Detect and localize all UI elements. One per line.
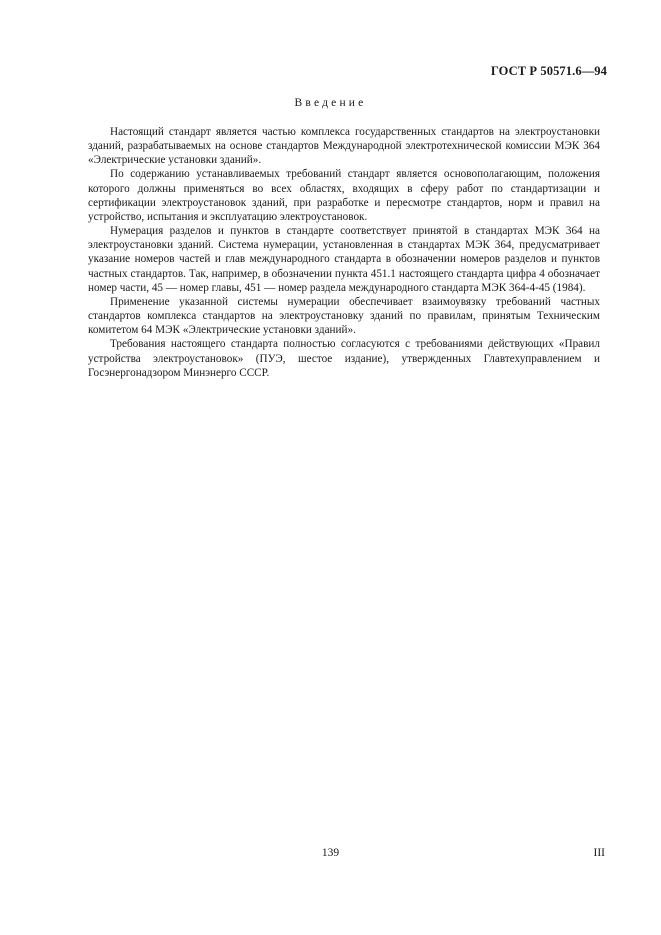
roman-page-number: III — [593, 847, 605, 859]
paragraph: Требования настоящего стандарта полностью согласуются с требованиями действующих «Правил устройства электроустановок» (ПУЭ, шестое издание), утвержденных Главтехуправлением и Госэнергонадзором Минэнерго СССР. — [88, 338, 600, 379]
paragraph: По содержанию устанавливаемых требований стандарт является основополагающим, положения которого должны применяться во всех областях, входящих в сферу работ по стандартизации и сертификации электроустановок зданий, при разработке и пересмотре стандартов, норм и правил на устройство, испытания и эксплуатацию электроустановок. — [88, 168, 600, 223]
document-code: ГОСТ Р 50571.6—94 — [490, 64, 607, 78]
page-number: 139 — [321, 847, 340, 859]
section-title: Введение — [294, 97, 367, 109]
paragraph: Применение указанной системы нумерации обеспечивает взаимоувязку требований частных стандартов комплекса стандартов на электроустановку зданий по правилам, принятым Техническим комитетом 64 МЭК «Электрические установки зданий». — [88, 295, 600, 337]
body-text — [88, 125, 600, 380]
paragraph: Настоящий стандарт является частью комплекса государственных стандартов на электроустановки зданий, разрабатываемых на основе стандартов Международной электротехнической комиссии МЭК 364 «Электрические установки зданий». — [88, 126, 600, 167]
paragraph: Нумерация разделов и пунктов в стандарте соответствует принятой в стандартах МЭК 364 на электроустановки зданий. Система нумерации, установленная в стандартах МЭК 364, предусматривает указание номеров частей и глав международного стандарта в обозначении номеров разделов и пунктов частных стандартов. Так, например, в обозначении пункта 451.1 настоящего стандарта цифра 4 обозначает номер части, 45 — номер главы, 451 — номер раздела международного стандарта МЭК 364-4-45 (1984). — [88, 225, 600, 294]
